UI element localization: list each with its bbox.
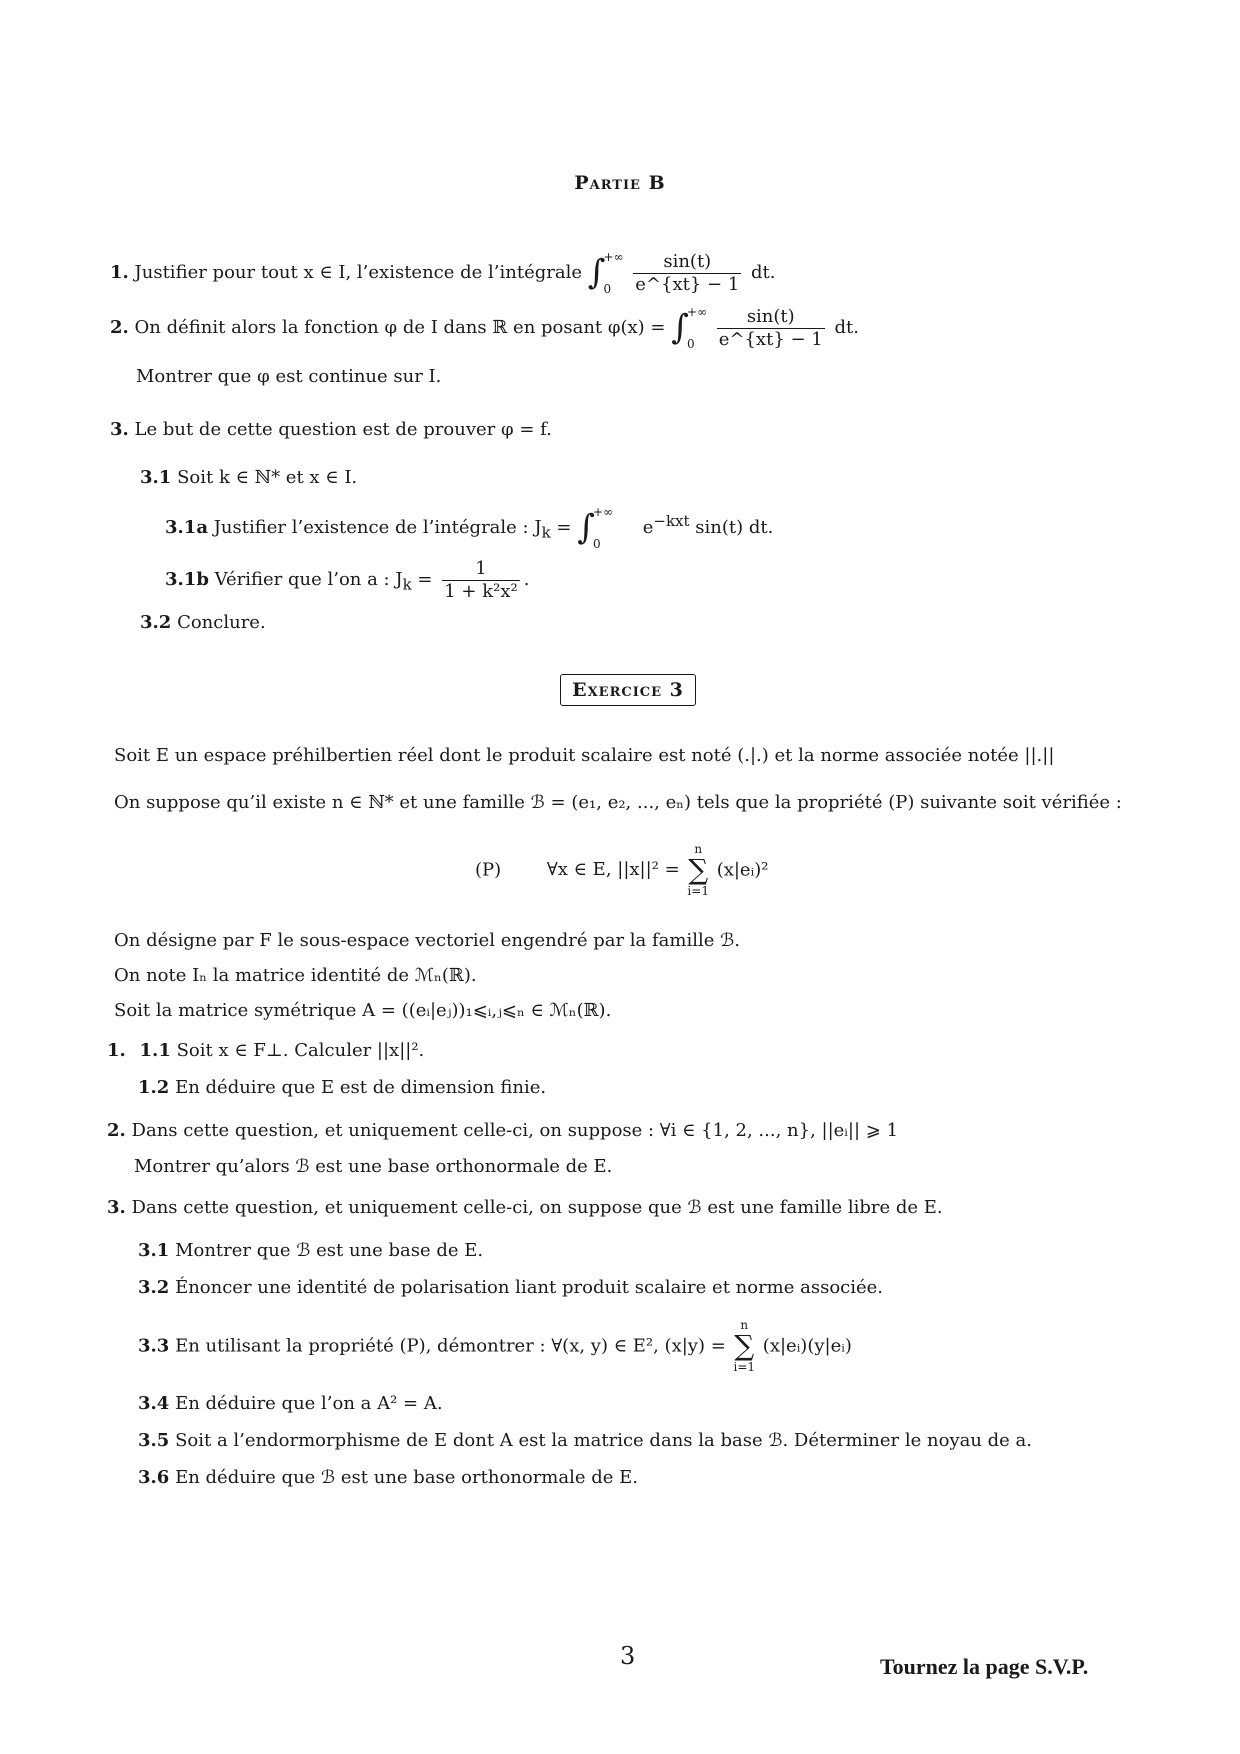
q-number: 3.5 [138,1430,170,1451]
q-number: 3.1a [165,517,208,538]
integral-sign: ∫ [577,507,595,548]
partB-q31a [165,505,773,551]
equals: = [417,569,433,591]
property-p [475,842,768,899]
page-number: 3 [620,1642,636,1670]
equals: = [556,517,572,538]
fraction [633,251,741,295]
part-title: Partie B [574,172,666,194]
ex3-intro-2: On suppose qu’il existe n ∈ ℕ* et une famille ℬ = (e₁, e₂, ..., eₙ) tels que la propriété (P) suivante soit vérifiée : [114,792,1122,813]
q-number: 3.1 [138,1240,170,1261]
sum-symbol: ∑ [688,853,709,887]
q-text: Conclure. [177,612,266,633]
ex3-q32 [138,1277,883,1299]
turn-page-note: Tournez la page S.V.P. [880,1654,1089,1679]
int-upper: +∞ [603,250,624,264]
int-lower: 0 [603,282,612,296]
prop-right: (x|eᵢ)² [716,859,769,881]
q-number: 3.1b [165,569,209,591]
q-number: 3.2 [138,1277,170,1298]
q-text: Soit x ∈ F⊥. Calculer ||x||². [176,1040,425,1061]
q-number: 3. [107,1197,126,1218]
q-text: En déduire que l’on a A² = A. [175,1393,443,1414]
q-text: Dans cette question, et uniquement celle-ci, on suppose : ∀i ∈ {1, 2, ..., n}, ||eᵢ|| ⩾ 1 [131,1120,899,1141]
q-text: Soit k ∈ ℕ* et x ∈ I. [177,467,358,488]
sum-top: n [740,1318,749,1332]
int-lower: 0 [592,537,601,551]
partB-q2 [110,305,859,351]
partB-q2-continuation: Montrer que φ est continue sur I. [136,366,442,387]
q-text: En déduire que E est de dimension finie. [175,1077,547,1098]
q-text: On définit alors la fonction φ de I dans ℝ en posant φ(x) = [134,317,666,338]
exp-base: e [642,517,654,538]
jk-period: . [523,569,530,591]
exp-power: −kxt [653,512,690,530]
jk-subscript: k [402,575,412,594]
frac-numerator: 1 [442,558,519,581]
int-lower: 0 [686,337,695,351]
integral-sign: ∫ [587,252,606,293]
frac-denominator: e^{xt} − 1 [718,328,823,350]
ex3-q33 [138,1318,852,1375]
partB-q31b [165,558,529,602]
ex3-q34 [138,1393,443,1415]
prop-label: (P) [475,859,502,881]
q-number: 3.4 [138,1393,170,1414]
partB-q1 [110,250,776,296]
partB-q3 [110,419,552,441]
q-number: 1. [110,262,129,283]
ex3-intro-1: Soit E un espace préhilbertien réel dont le produit scalaire est noté (.|.) et la norme associée notée ||.|| [114,745,1055,766]
ex3-q3 [107,1197,943,1219]
q-number: 3. [110,419,129,440]
ex3-q2-continuation: Montrer qu’alors ℬ est une base orthonormale de E. [134,1156,613,1177]
q-number: 1.2 [138,1077,170,1098]
ex3-q36 [138,1467,638,1489]
sum-top: n [694,842,703,856]
q-number: 3.3 [138,1335,170,1357]
q-subnumber: 1.1 [139,1040,171,1061]
sum-bottom: i=1 [687,884,709,899]
ex3-q31 [138,1240,483,1262]
ex3-q12 [138,1077,546,1099]
int-upper: +∞ [686,305,708,319]
q-tail: (x|eᵢ)(y|eᵢ) [762,1335,852,1357]
sum-bottom: i=1 [733,1360,756,1375]
q-tail: sin(t) dt. [695,517,774,538]
ex3-line-1: On désigne par F le sous-espace vectoriel engendré par la famille ℬ. [114,930,740,951]
q-number: 3.6 [138,1467,170,1488]
frac-denominator: 1 + k²x² [444,580,518,602]
q-text: Le but de cette question est de prouver φ = f. [134,419,552,440]
sum-operator [687,842,709,899]
q-text: Montrer que ℬ est une base de E. [175,1240,484,1261]
jk-subscript: k [541,523,551,542]
frac-numerator: sin(t) [717,306,825,329]
q-text: Dans cette question, et uniquement celle-ci, on suppose que ℬ est une famille libre de E. [131,1197,943,1218]
q-text: En utilisant la propriété (P), démontrer : ∀(x, y) ∈ E², (x|y) = [175,1335,726,1357]
ex3-line-2: On note Iₙ la matrice identité de ℳₙ(ℝ). [114,965,477,986]
sum-operator [734,1318,756,1375]
q-number: 3.2 [140,612,172,633]
prop-left: ∀x ∈ E, ||x||² = [546,859,680,881]
fraction [442,558,519,602]
partB-q31 [140,467,357,489]
q-tail: dt. [834,317,859,338]
q-text: Justifier pour tout x ∈ I, l’existence de l’intégrale [134,262,583,283]
partB-q32 [140,612,266,634]
fraction [717,306,825,350]
int-upper: +∞ [592,505,613,519]
q-number: 2. [107,1120,126,1141]
q-text: En déduire que ℬ est une base orthonormale de E. [175,1467,638,1488]
q-number: 1. [107,1040,126,1061]
q-number: 2. [110,317,129,338]
exercise-title: Exercice 3 [560,674,696,706]
q-text: Énoncer une identité de polarisation liant produit scalaire et norme associée. [175,1277,884,1298]
frac-numerator: sin(t) [633,251,741,274]
ex3-q35 [138,1430,1032,1452]
q-number: 3.1 [140,467,172,488]
q-text: Vérifier que l’on a : J [214,569,403,591]
q-text: Justifier l’existence de l’intégrale : J [213,517,542,538]
ex3-q1 [107,1040,424,1062]
frac-denominator: e^{xt} − 1 [635,273,740,295]
ex3-line-3: Soit la matrice symétrique A = ((eᵢ|eⱼ))₁⩽ᵢ,ⱼ⩽ₙ ∈ ℳₙ(ℝ). [114,1000,612,1021]
q-tail: dt. [751,262,776,283]
sum-symbol: ∑ [734,1329,755,1363]
ex3-q2 [107,1120,898,1142]
integral-sign: ∫ [671,307,689,348]
q-text: Soit a l’endormorphisme de E dont A est la matrice dans la base ℬ. Déterminer le noyau de a. [175,1430,1033,1451]
